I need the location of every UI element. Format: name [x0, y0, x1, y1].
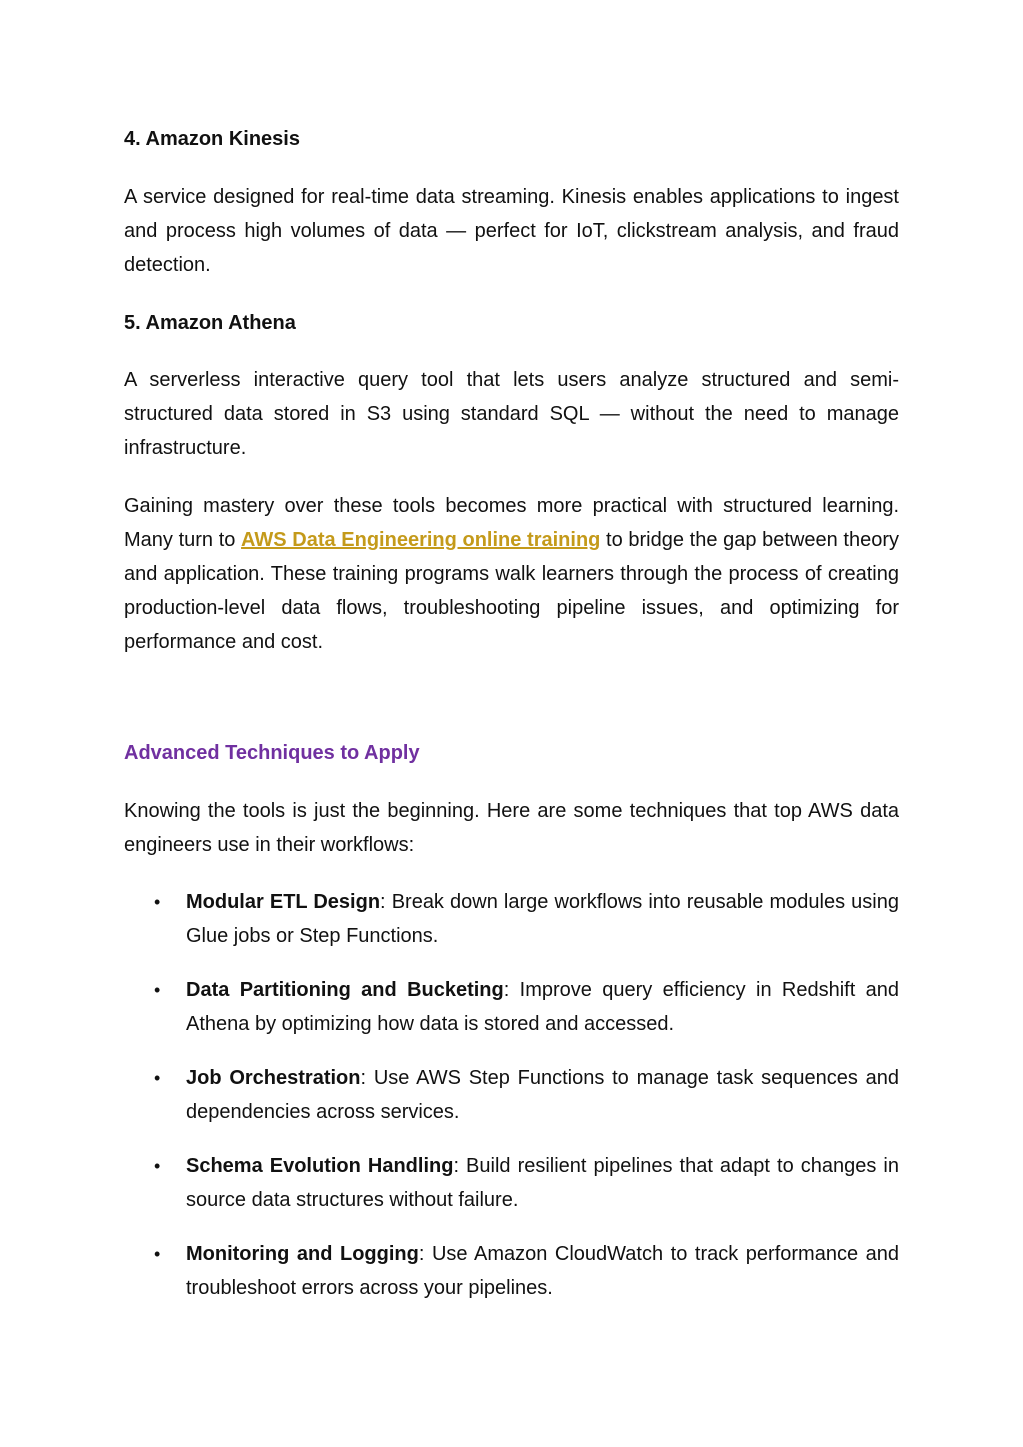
- technique-description: : Build resilient pipelines that adapt to changes in source data structures without failure.: [186, 1155, 899, 1211]
- technique-term: Monitoring and Logging: [186, 1243, 419, 1265]
- list-item: [124, 885, 899, 953]
- list-item: [124, 1061, 899, 1129]
- techniques-list: [124, 885, 899, 1305]
- bullet-icon: •: [154, 1156, 161, 1176]
- technique-term: Data Partitioning and Bucketing: [186, 979, 504, 1001]
- bullet-icon: •: [154, 980, 161, 1000]
- training-text-before: Gaining mastery over these tools becomes more practical with structured learning. Many turn to: [124, 495, 899, 551]
- heading-amazon-athena: 5. Amazon Athena: [124, 312, 296, 334]
- training-text-after: to bridge the gap between theory and application. These training programs walk learners through the process of creating production-level data flows, troubleshooting pipeline issues, and optimizing for performance and cost.: [124, 529, 900, 653]
- heading-amazon-kinesis: 4. Amazon Kinesis: [124, 128, 300, 150]
- list-item: [124, 1149, 899, 1217]
- technique-term: Modular ETL Design: [186, 891, 381, 913]
- list-item: [124, 1237, 899, 1305]
- bullet-icon: •: [154, 1244, 161, 1264]
- technique-description: : Use AWS Step Functions to manage task sequences and dependencies across services.: [186, 1067, 900, 1123]
- paragraph-training: [124, 489, 899, 659]
- bullet-icon: •: [154, 1068, 161, 1088]
- list-item: [124, 973, 899, 1041]
- section-title-advanced-techniques: Advanced Techniques to Apply: [124, 742, 420, 764]
- paragraph-athena: A serverless interactive query tool that lets users analyze structured and semi-structured data stored in S3 using standard SQL — without the need to manage infrastructure.: [124, 369, 899, 459]
- technique-term: Job Orchestration: [186, 1067, 361, 1089]
- paragraph-kinesis: A service designed for real-time data streaming. Kinesis enables applications to ingest and process high volumes of data — perfect for IoT, clickstream analysis, and fraud detection.: [124, 186, 899, 276]
- technique-term: Schema Evolution Handling: [186, 1155, 454, 1177]
- training-link[interactable]: AWS Data Engineering online training: [241, 529, 601, 551]
- technique-description: : Break down large workflows into reusable modules using Glue jobs or Step Functions.: [186, 891, 899, 947]
- technique-description: : Improve query efficiency in Redshift and Athena by optimizing how data is stored and accessed.: [186, 979, 900, 1035]
- paragraph-advanced-intro: Knowing the tools is just the beginning. Here are some techniques that top AWS data engineers use in their workflows:: [124, 800, 899, 856]
- technique-description: : Use Amazon CloudWatch to track performance and troubleshoot errors across your pipelines.: [186, 1243, 899, 1299]
- bullet-icon: •: [154, 892, 161, 912]
